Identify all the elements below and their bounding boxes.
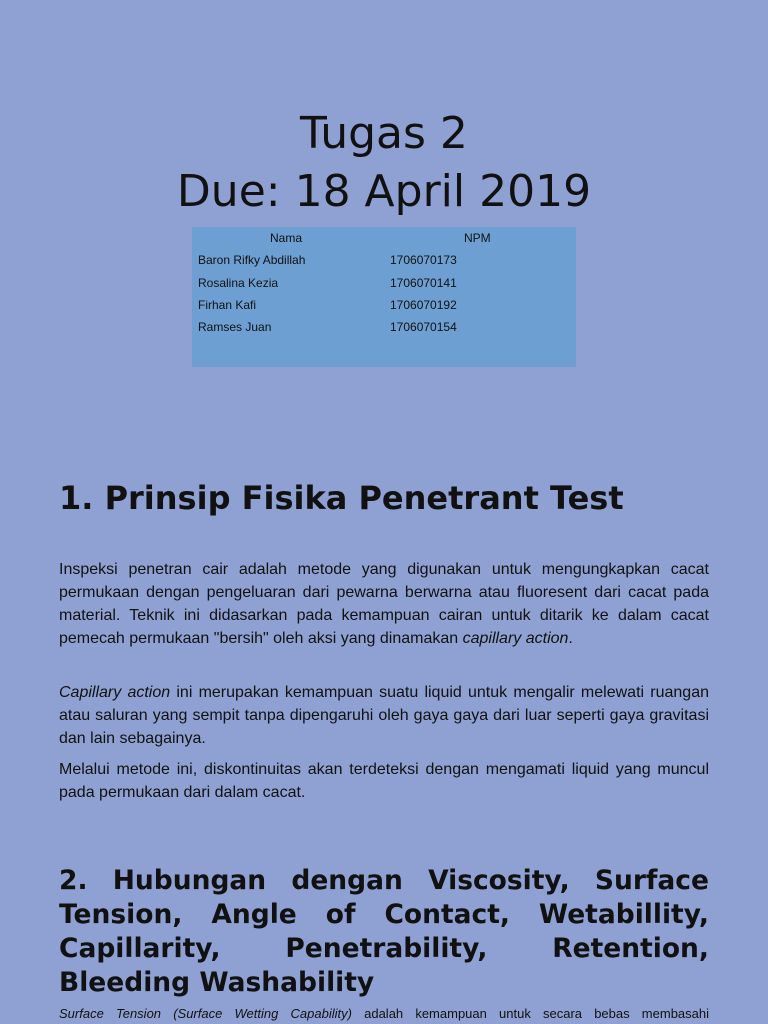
section-1-paragraph-3: Melalui metode ini, diskontinuitas akan terdeteksi dengan mengamati liquid yang muncul pada permukaan dari dalam cacat. [59, 761, 709, 801]
member-npm: 1706070154 [390, 320, 457, 334]
member-name: Rosalina Kezia [198, 276, 279, 290]
table-row [192, 320, 576, 342]
paragraph-text: adalah kemampuan untuk secara bebas membasahi [351, 1006, 709, 1021]
title-line-2: Due: 18 April 2019 [176, 166, 592, 217]
member-name: Ramses Juan [198, 320, 272, 334]
table-row [192, 298, 576, 320]
members-table [192, 227, 576, 367]
section-1-paragraph-2 [59, 681, 709, 750]
paragraph-text-end: . [568, 630, 573, 647]
section-2-paragraph-1 [59, 1004, 709, 1024]
table-header-npm: NPM [464, 231, 491, 245]
member-npm: 1706070173 [390, 253, 457, 267]
member-name: Firhan Kafi [198, 298, 257, 312]
section-1-heading: 1. Prinsip Fisika Penetrant Test [59, 479, 624, 517]
member-npm: 1706070141 [390, 276, 457, 290]
table-header-nama: Nama [270, 231, 303, 245]
table-row [192, 276, 576, 298]
table-row [192, 253, 576, 275]
member-npm: 1706070192 [390, 298, 457, 312]
paragraph-text: Inspeksi penetran cair adalah metode yang digunakan untuk mengungkapkan cacat permukaan dengan pengeluaran dari pewarna berwarna atau fluoresent dari cacat pada material. Teknik ini didasarkan pada kemampuan cairan untuk ditarik ke dalam cacat pemecah permukaan "bersih" oleh aksi yang dinamakan [59, 561, 709, 647]
member-name: Baron Rifky Abdillah [198, 253, 306, 267]
paragraph-italic-term: Capillary action [59, 684, 171, 701]
paragraph-italic-term: Surface Tension (Surface Wetting Capability) [59, 1006, 352, 1021]
section-2-heading: 2. Hubungan dengan Viscosity, Surface Tension, Angle of Contact, Wetabillity, Capillarity, Penetrability, Retention, Bleeding Washability [59, 865, 709, 998]
section-1-paragraph-1 [59, 558, 709, 650]
paragraph-italic-term: capillary action [462, 630, 569, 647]
title-line-1: Tugas 2 [300, 108, 468, 159]
paragraph-text: ini merupakan kemampuan suatu liquid untuk mengalir melewati ruangan atau saluran yang sempit tanpa dipengaruhi oleh gaya gaya dari luar seperti gaya gravitasi dan lain sebagainya. [59, 684, 709, 747]
